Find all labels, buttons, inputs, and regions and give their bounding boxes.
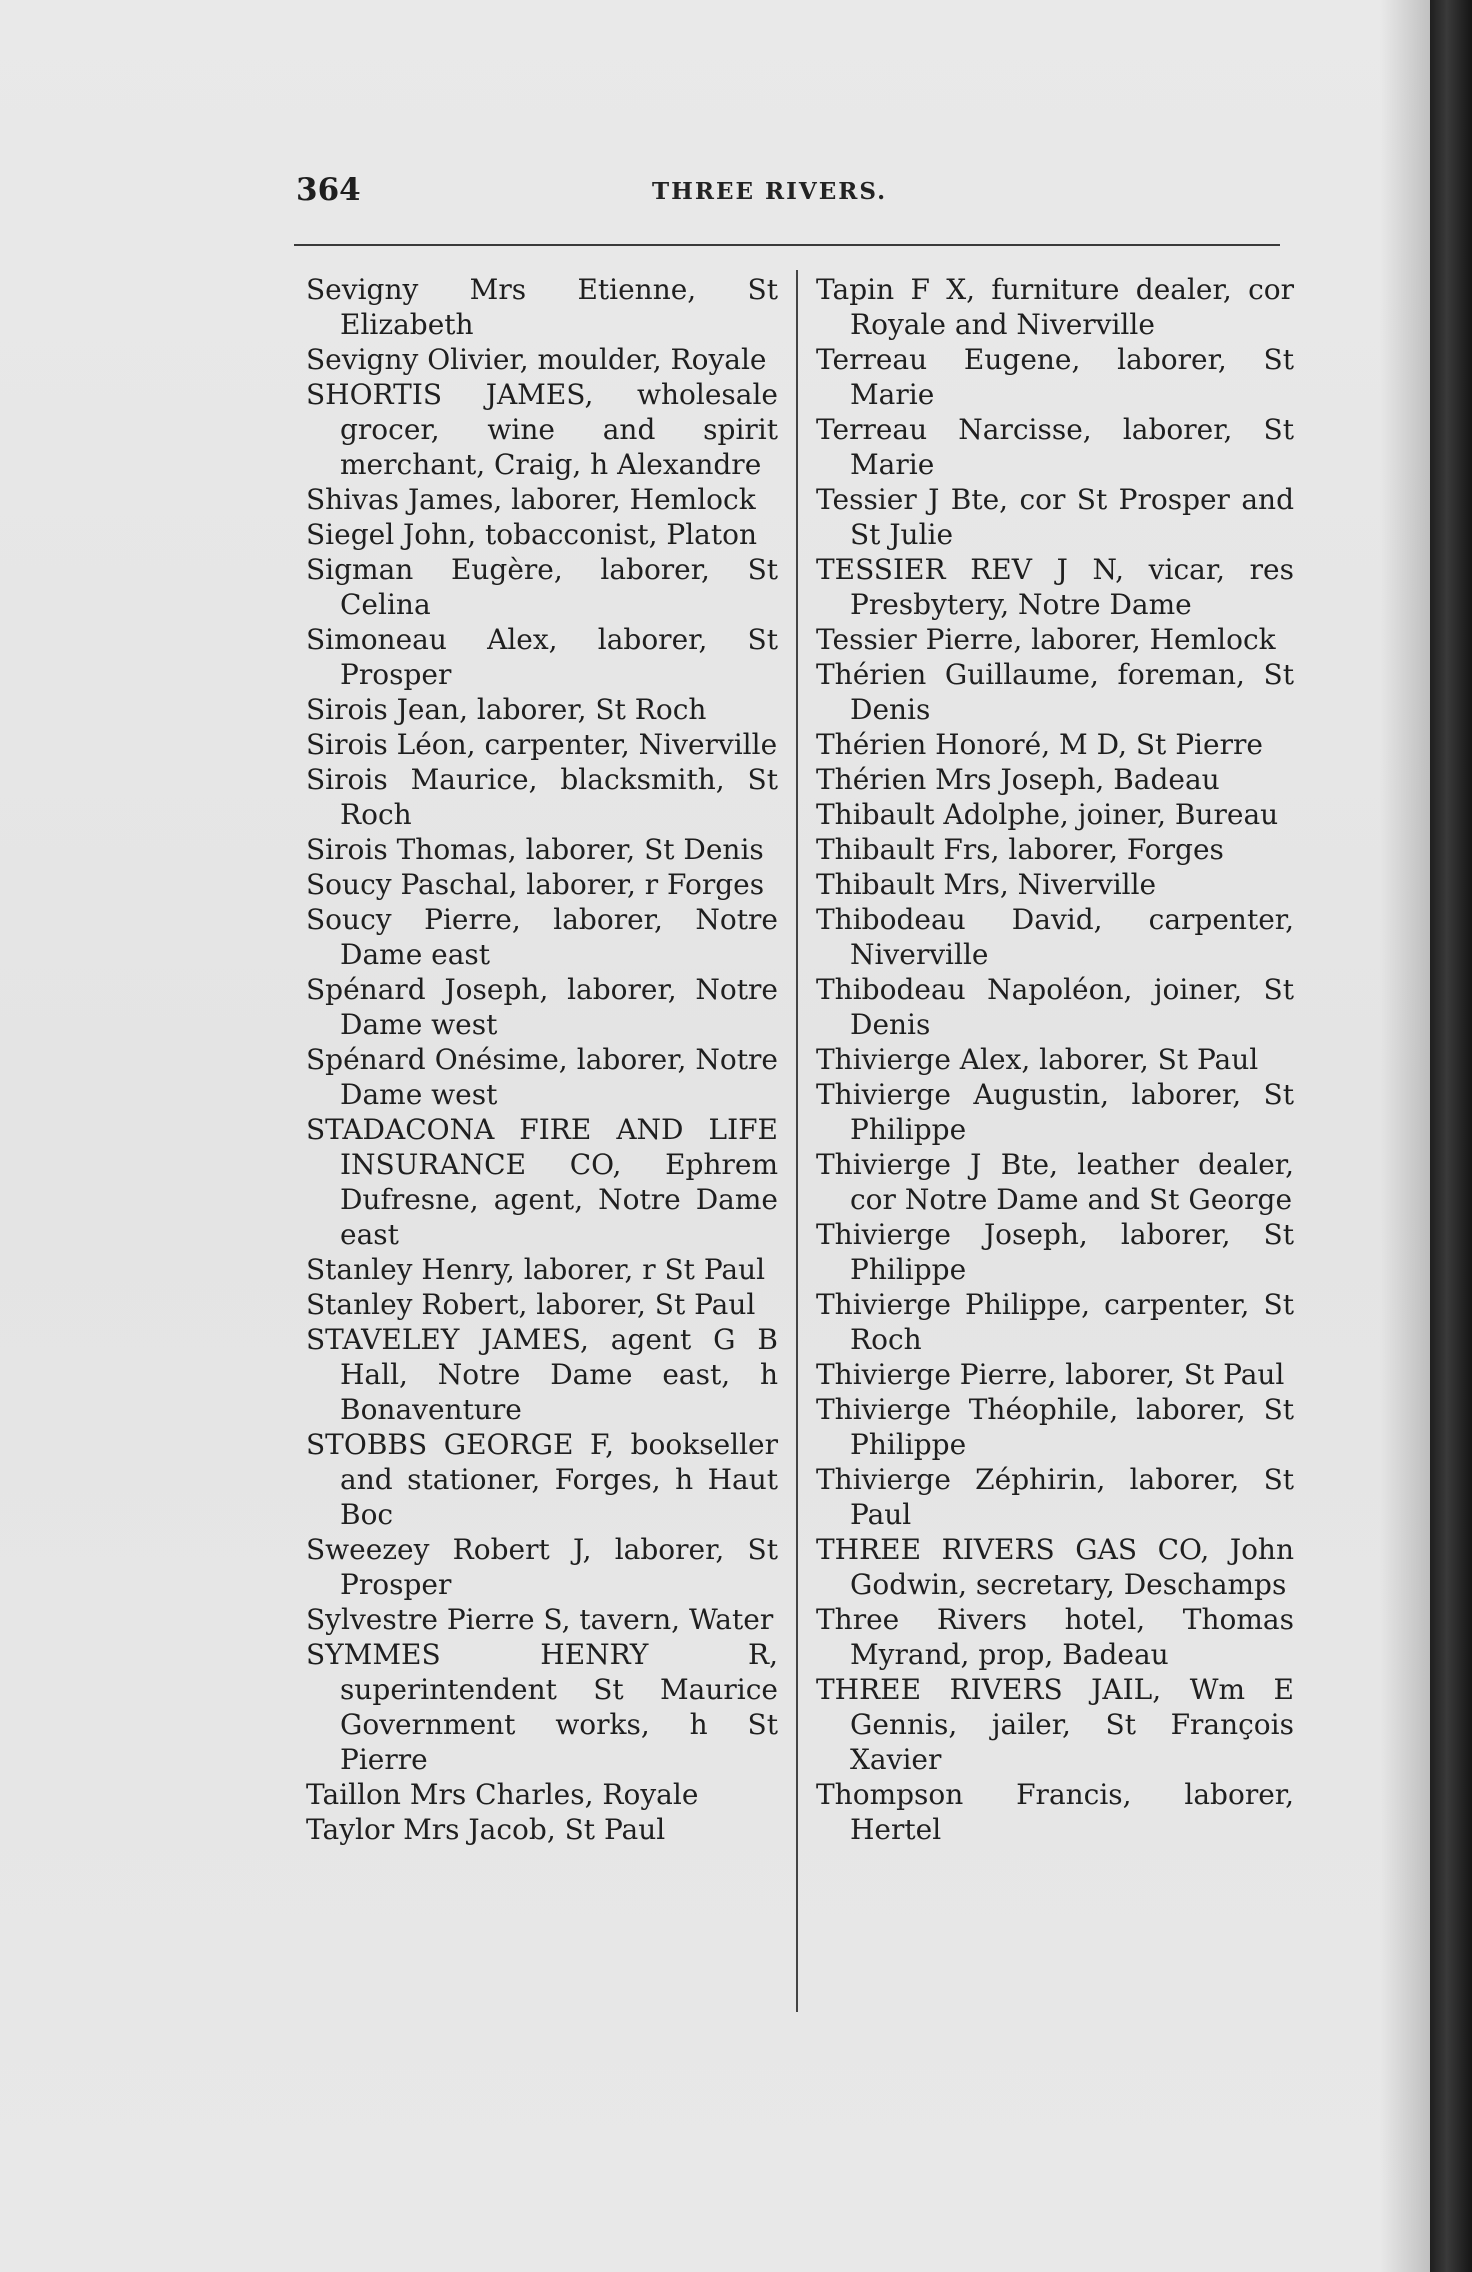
directory-entry: Siegel John, tobacconist, Platon: [306, 518, 757, 551]
directory-entry: STADACONA FIRE AND LIFE INSURANCE CO, Ephrem Dufresne, agent, Notre Dame east: [306, 1113, 778, 1251]
directory-entry: SYMMES HENRY R, superintendent St Maurice Government works, h St Pierre: [306, 1638, 778, 1776]
directory-entry: STAVELEY JAMES, agent G B Hall, Notre Dame east, h Bonaventure: [306, 1323, 778, 1426]
running-head: THREE RIVERS.: [652, 178, 888, 205]
page-header: [296, 172, 1276, 224]
directory-column-left: [306, 272, 778, 1847]
page-number: 364: [296, 172, 361, 208]
directory-entry: Thibault Adolphe, joiner, Bureau: [816, 798, 1279, 831]
directory-entry: Sirois Léon, carpenter, Niverville: [306, 728, 778, 761]
directory-entry: Spénard Onésime, laborer, Notre Dame west: [306, 1043, 778, 1111]
column-divider: [796, 270, 798, 2012]
directory-entry: Thibodeau David, carpenter, Niverville: [816, 903, 1294, 971]
directory-entry: Thivierge Théophile, laborer, St Philippe: [816, 1393, 1294, 1461]
header-rule: [294, 244, 1280, 246]
directory-entry: Stanley Henry, laborer, r St Paul: [306, 1253, 766, 1286]
directory-entry: Terreau Eugene, laborer, St Marie: [816, 343, 1294, 411]
directory-entry: Three Rivers hotel, Thomas Myrand, prop, Badeau: [816, 1603, 1294, 1671]
directory-entry: Terreau Narcisse, laborer, St Marie: [816, 413, 1294, 481]
book-binding-edge: [1430, 0, 1472, 2272]
directory-entry: Thivierge Zéphirin, laborer, St Paul: [816, 1463, 1294, 1531]
directory-entry: Thérien Honoré, M D, St Pierre: [816, 728, 1263, 761]
directory-entry: Thivierge Philippe, carpenter, St Roch: [816, 1288, 1294, 1356]
directory-entry: Sevigny Olivier, moulder, Royale: [306, 343, 767, 376]
directory-entry: Thibodeau Napoléon, joiner, St Denis: [816, 973, 1294, 1041]
directory-entry: TESSIER REV J N, vicar, res Presbytery, Notre Dame: [816, 553, 1294, 621]
directory-entry: Tessier J Bte, cor St Prosper and St Julie: [816, 483, 1294, 551]
directory-entry: Sigman Eugère, laborer, St Celina: [306, 553, 778, 621]
directory-entry: Thérien Mrs Joseph, Badeau: [816, 763, 1220, 796]
directory-entry: Stanley Robert, laborer, St Paul: [306, 1288, 756, 1321]
directory-entry: THREE RIVERS JAIL, Wm E Gennis, jailer, St François Xavier: [816, 1673, 1294, 1776]
directory-entry: Tessier Pierre, laborer, Hemlock: [816, 623, 1276, 656]
directory-entry: Thibault Mrs, Niverville: [816, 868, 1157, 901]
directory-entry: Spénard Joseph, laborer, Notre Dame west: [306, 973, 778, 1041]
directory-entry: Thibault Frs, laborer, Forges: [816, 833, 1224, 866]
directory-entry: Thivierge Joseph, laborer, St Philippe: [816, 1218, 1294, 1286]
directory-entry: Thivierge Alex, laborer, St Paul: [816, 1043, 1259, 1076]
directory-entry: Shivas James, laborer, Hemlock: [306, 483, 756, 516]
directory-entry: Simoneau Alex, laborer, St Prosper: [306, 623, 778, 691]
directory-entry: Sirois Maurice, blacksmith, St Roch: [306, 763, 778, 831]
directory-entry: Sweezey Robert J, laborer, St Prosper: [306, 1533, 778, 1601]
directory-entry: Thérien Guillaume, foreman, St Denis: [816, 658, 1294, 726]
directory-entry: THREE RIVERS GAS CO, John Godwin, secretary, Deschamps: [816, 1533, 1294, 1601]
directory-entry: Thivierge J Bte, leather dealer, cor Notre Dame and St George: [816, 1148, 1294, 1216]
directory-entry: Taylor Mrs Jacob, St Paul: [306, 1813, 666, 1846]
directory-entry: Sirois Jean, laborer, St Roch: [306, 693, 707, 726]
directory-entry: Sylvestre Pierre S, tavern, Water: [306, 1603, 774, 1636]
directory-entry: Sirois Thomas, laborer, St Denis: [306, 833, 764, 866]
directory-entry: Thivierge Augustin, laborer, St Philippe: [816, 1078, 1294, 1146]
directory-entry: Soucy Paschal, laborer, r Forges: [306, 868, 765, 901]
directory-entry: Soucy Pierre, laborer, Notre Dame east: [306, 903, 778, 971]
directory-entry: Tapin F X, furniture dealer, cor Royale and Niverville: [816, 273, 1294, 341]
directory-entry: SHORTIS JAMES, wholesale grocer, wine and spirit merchant, Craig, h Alexandre: [306, 378, 778, 481]
directory-column-right: [816, 272, 1294, 1847]
directory-entry: Thivierge Pierre, laborer, St Paul: [816, 1358, 1285, 1391]
directory-entry: STOBBS GEORGE F, bookseller and stationer, Forges, h Haut Boc: [306, 1428, 778, 1531]
directory-entry: Taillon Mrs Charles, Royale: [306, 1778, 699, 1811]
directory-entry: Sevigny Mrs Etienne, St Elizabeth: [306, 273, 778, 341]
binding-shadow: [1380, 0, 1432, 2272]
directory-entry: Thompson Francis, laborer, Hertel: [816, 1778, 1294, 1846]
